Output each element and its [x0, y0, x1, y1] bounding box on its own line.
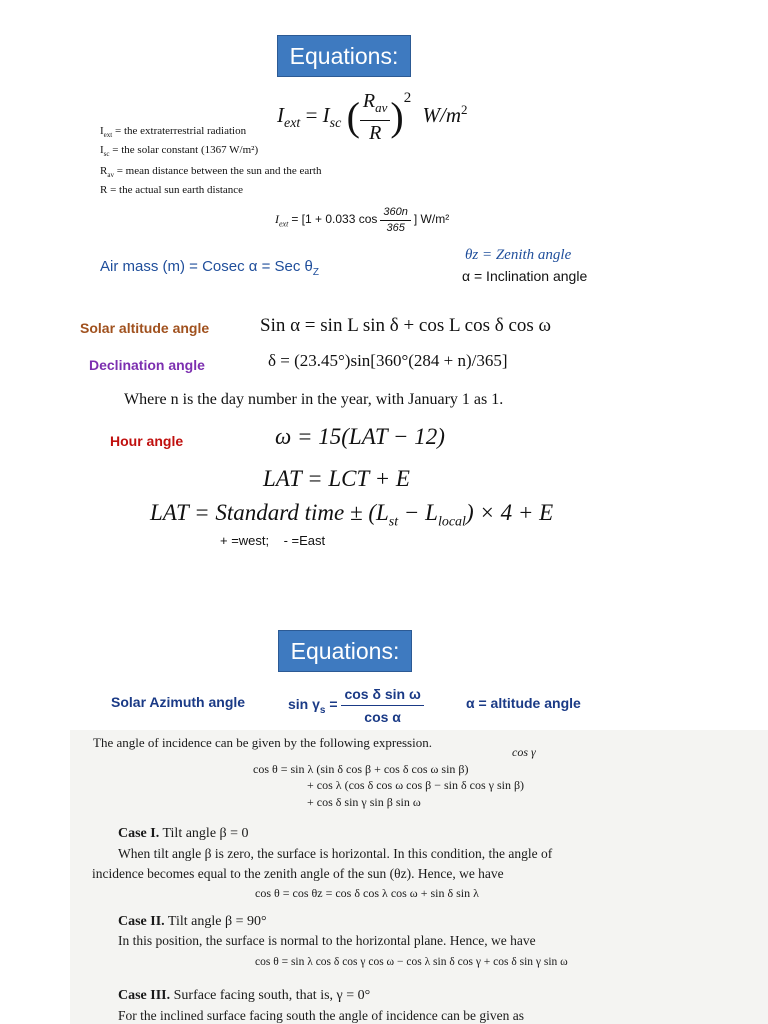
- case-1-heading: Case I. Tilt angle β = 0: [118, 826, 249, 841]
- solar-azimuth-label: Solar Azimuth angle: [111, 694, 246, 710]
- air-mass-equation: Air mass (m) = Cosec α = Sec $\theta_Z$: [100, 258, 320, 278]
- hour-angle-label: Hour angle: [110, 433, 184, 449]
- case-3-heading: Case III. Surface facing south, that is, γ = 0°: [118, 988, 371, 1003]
- west-east-note: + =west; - =East: [220, 533, 326, 548]
- solar-azimuth-equation: $\sin \gamma_s$ = $\frac{\text{cos δ sin ω}}{\text{cos α}}$: [288, 680, 424, 728]
- case-2-text: In this position, the surface is normal to the horizontal plane. Hence, we have: [118, 933, 536, 948]
- case-1-text-1: When tilt angle β is zero, the surface is horizontal. In this condition, the angle of: [118, 846, 553, 861]
- iext-cos-equation: $I_{ext} = [1 + 0.033$ cos $\frac{360n}{365}$ ] W/m²: [275, 205, 450, 234]
- lat-standard-time-equation: LAT = Standard time ± $(L_{st} - L_{local}) \times 4 + E$: [150, 500, 554, 530]
- altitude-angle-note: α = altitude angle: [466, 695, 581, 711]
- definition-r: R = the actual sun earth distance: [100, 184, 244, 196]
- incidence-intro: The angle of incidence can be given by the following expression.: [93, 735, 432, 750]
- solar-altitude-label: Solar altitude angle: [80, 320, 210, 336]
- cos-theta-line-3: + cos δ sin γ sin β sin ω: [307, 795, 421, 809]
- case-2-equation: cos θ = sin λ cos δ cos γ cos ω − cos λ sin δ cos γ + cos δ sin γ sin ω: [255, 956, 568, 968]
- declination-equation: δ = (23.45°)sin[360°(284 + n)/365]: [268, 351, 508, 370]
- inclination-angle-note: α = Inclination angle: [462, 268, 588, 284]
- cos-theta-line-1: cos θ = sin λ (sin δ cos β + cos δ cos ω sin β): [253, 762, 469, 776]
- case-2-heading: Case II. Tilt angle β = 90°: [118, 914, 267, 929]
- day-number-note: Where n is the day number in the year, with January 1 as 1.: [124, 391, 504, 408]
- equations-banner-bottom: Equations:: [278, 630, 412, 672]
- iext-equation: $I_{ext} = I_{sc}$ ( $\frac{R_{av}}{R}$ )$^2$ $W/m^2$: [277, 90, 468, 145]
- lat-equation: LAT = LCT + E: [263, 466, 410, 491]
- cos-theta-line-2: + cos λ (cos δ cos ω cos β − sin δ cos γ sin β): [307, 778, 525, 792]
- case-3-text: For the inclined surface facing south the angle of incidence can be given as: [118, 1008, 524, 1023]
- hour-angle-equation: ω = 15(LAT − 12): [275, 424, 445, 449]
- definition-iext: $I_{ext}$ = the extraterrestrial radiation: [100, 125, 247, 140]
- definition-isc: $I_{sc}$ = the solar constant (1367 W/m²): [100, 144, 259, 159]
- solar-altitude-equation: Sin α = sin L sin δ + cos L cos δ cos ω: [260, 315, 552, 336]
- handwritten-cos-gamma: cos γ: [512, 745, 536, 759]
- definition-rav: $R_{av}$ = mean distance between the sun and the earth: [100, 165, 322, 180]
- case-1-equation: cos θ = cos θz = cos δ cos λ cos ω + sin δ sin λ: [255, 886, 479, 900]
- zenith-angle-note: θz = Zenith angle: [465, 247, 572, 263]
- case-1-text-2: incidence becomes equal to the zenith angle of the sun (θz). Hence, we have: [92, 866, 504, 881]
- equations-banner-top: Equations:: [277, 35, 411, 77]
- declination-label: Declination angle: [89, 357, 205, 373]
